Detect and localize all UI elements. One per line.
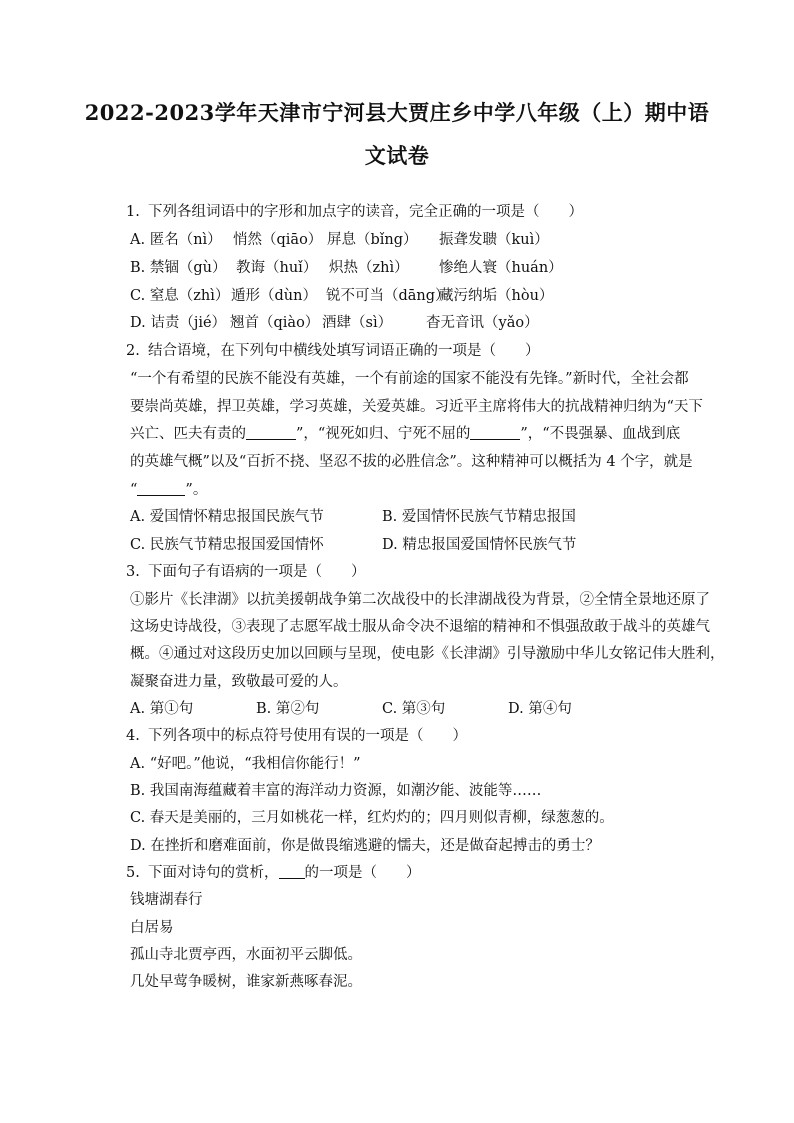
q3-option-c: C. 第③句 — [382, 701, 446, 717]
question-text: 下列各项中的标点符号使用有误的一项是（ ） — [148, 728, 467, 744]
q1-option-b-word4: 惨绝人寰（huán） — [439, 260, 563, 276]
q2-option-c: C. 民族气节精忠报国爱国情怀 — [130, 537, 324, 553]
question-number: 2. — [126, 343, 140, 359]
page-title-line-2: 文试卷 — [364, 143, 430, 168]
question-3-stem — [126, 562, 366, 582]
q1-option-c-word2: 遁形（dùn） — [231, 288, 317, 304]
q4-option-b: B. 我国南海蕴藏着丰富的海洋动力资源，如潮汐能、波能等…… — [130, 783, 542, 799]
q3-passage-line-3: 概。④通过对这段历史加以回顾与呈现，使电影《长津湖》引导激励中华儿女铭记伟大胜利， — [130, 646, 725, 662]
q1-option-d-word1: D. 诘责（jié） — [130, 315, 227, 331]
q2-passage-line-2: 要崇尚英雄，捍卫英雄，学习英雄，关爱英雄。习近平主席将伟大的抗战精神归纳为“天下 — [130, 399, 703, 415]
q1-option-a-word1: A. 匿名（nì） — [130, 232, 222, 248]
q1-option-a-word3: 屏息（bǐng） — [327, 232, 418, 248]
q3-option-d: D. 第④句 — [508, 701, 572, 717]
q1-option-a-word2: 悄然（qiāo） — [233, 232, 323, 248]
q2-text-segment: ”。 — [185, 482, 208, 498]
q2-text-segment: ”，“视死如归、宁死不屈的 — [296, 426, 471, 442]
question-number: 3. — [126, 564, 140, 580]
question-text: 结合语境，在下列句中横线处填写词语正确的一项是（ ） — [148, 343, 540, 359]
q1-option-b-word1: B. 禁锢（gù） — [130, 260, 227, 276]
question-5-stem — [126, 863, 421, 883]
q1-option-d-word4: 杳无音讯（yǎo） — [426, 315, 539, 331]
q1-option-c-word4: 藏污纳垢（hòu） — [439, 288, 554, 304]
q4-option-c: C. 春天是美丽的，三月如桃花一样，红灼灼的；四月则似青柳，绿葱葱的。 — [130, 810, 614, 826]
q2-option-a: A. 爱国情怀精忠报国民族气节 — [130, 509, 324, 525]
q1-option-d-word3: 酒肆（sì） — [322, 315, 393, 331]
q1-option-a-word4: 振聋发聩（kuì） — [439, 232, 549, 248]
q3-option-a: A. 第①句 — [130, 701, 194, 717]
q2-text-segment: “ — [130, 482, 138, 498]
fill-blank — [279, 864, 305, 879]
q3-passage-line-4: 凝聚奋进力量，致敬最可爱的人。 — [130, 674, 348, 690]
question-number: 5. — [126, 865, 140, 881]
q3-passage-line-2: 这场史诗战役，③表现了志愿军战士服从命令决不退缩的精神和不惧强敌敢于战斗的英雄气 — [130, 619, 710, 635]
question-text: 的一项是（ ） — [304, 865, 421, 881]
q1-option-c-word1: C. 窒息（zhì） — [130, 288, 230, 304]
q2-passage-line-3 — [130, 424, 680, 444]
q1-option-b-word2: 教诲（huǐ） — [236, 260, 318, 276]
q2-passage-line-5 — [130, 480, 207, 500]
q4-option-d: D. 在挫折和磨难面前，你是做畏缩逃避的懦夫，还是做奋起搏击的勇士？ — [130, 838, 600, 854]
question-2-stem — [126, 341, 540, 361]
q2-text-segment: ”，“不畏强暴、血战到底 — [520, 426, 681, 442]
question-4-stem — [126, 726, 467, 746]
q1-option-c-word3: 锐不可当（dāng） — [326, 288, 450, 304]
q4-option-a: A. “好吧。”他说，“我相信你能行！” — [130, 756, 361, 772]
poem-line-1: 孤山寺北贾亭西，水面初平云脚低。 — [130, 947, 362, 963]
q2-option-b: B. 爱国情怀民族气节精忠报国 — [382, 509, 576, 525]
page-title-line-1: 2022-2023学年天津市宁河县大贾庄乡中学八年级（上）期中语 — [84, 100, 710, 125]
q2-text-segment: 兴亡、匹夫有责的 — [130, 426, 246, 442]
q1-option-d-word2: 翘首（qiào） — [230, 315, 320, 331]
question-text: 下面句子有语病的一项是（ ） — [148, 564, 366, 580]
fill-blank — [470, 425, 520, 440]
poem-author: 白居易 — [130, 920, 174, 936]
q3-passage-line-1: ①影片《长津湖》以抗美援朝战争第二次战役中的长津湖战役为背景，②全情全景地还原了 — [130, 592, 710, 608]
fill-blank — [246, 425, 296, 440]
fill-blank — [137, 481, 185, 496]
poem-line-2: 几处早莺争暖树，谁家新燕啄春泥。 — [130, 974, 362, 990]
question-number: 4. — [126, 728, 140, 744]
poem-title: 钱塘湖春行 — [130, 892, 203, 908]
question-1-stem — [126, 202, 583, 222]
q2-passage-line-4: 的英雄气概”以及“百折不挠、坚忍不拔的必胜信念”。这种精神可以概括为 4 个字，就是 — [130, 454, 693, 470]
q3-option-b: B. 第②句 — [256, 701, 320, 717]
question-number: 1. — [126, 204, 140, 220]
q2-passage-line-1: “一个有希望的民族不能没有英雄，一个有前途的国家不能没有先锋。”新时代，全社会都 — [130, 371, 689, 387]
q2-option-d: D. 精忠报国爱国情怀民族气节 — [382, 537, 577, 553]
q1-option-b-word3: 炽热（zhì） — [329, 260, 409, 276]
question-text: 下面对诗句的赏析， — [148, 865, 279, 881]
question-text: 下列各组词语中的字形和加点字的读音，完全正确的一项是（ ） — [148, 204, 583, 220]
